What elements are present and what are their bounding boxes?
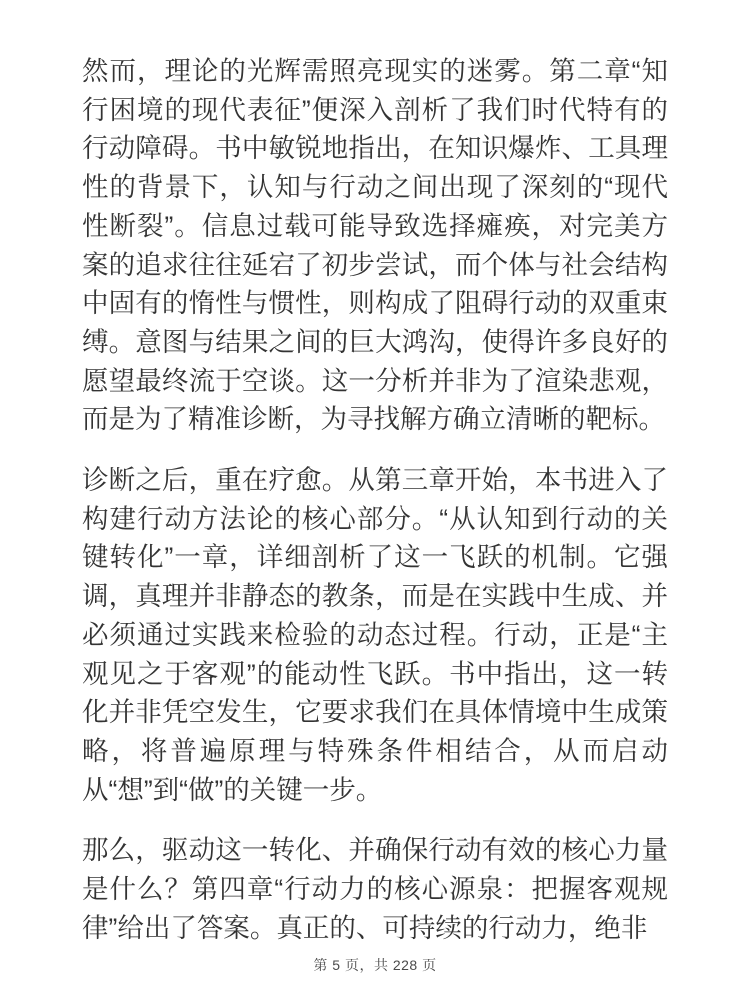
body-paragraph-3: 那么，驱动这一转化、并确保行动有效的核心力量是什么？第四章“行动力的核心源泉：把握客观规律”给出了答案。真正的、可持续的行动力，绝非 <box>82 835 668 943</box>
page-number-indicator: 第 5 页，共 228 页 <box>313 957 437 973</box>
body-paragraph-2: 诊断之后，重在疗愈。从第三章开始，本书进入了构建行动方法论的核心部分。“从认知到行动的关键转化”一章，详细剖析了这一飞跃的机制。它强调，真理并非静态的教条，而是在实践中生成、并必须通过实践来检验的动态过程。行动，正是“主观见之于客观”的能动性飞跃。书中指出，这一转化并非凭空发生，它要求我们在具体情境中生成策略，将普遍原理与特殊条件相结合，从而启动从“想”到“做”的关键一步。 <box>82 465 668 805</box>
body-paragraph-1: 然而，理论的光辉需照亮现实的迷雾。第二章“知行困境的现代表征”便深入剖析了我们时代特有的行动障碍。书中敏锐地指出，在知识爆炸、工具理性的背景下，认知与行动之间出现了深刻的“现代性断裂”。信息过载可能导致选择瘫痪，对完美方案的追求往往延宕了初步尝试，而个体与社会结构中固有的惰性与惯性，则构成了阻碍行动的双重束缚。意图与结果之间的巨大鸿沟，使得许多良好的愿望最终流于空谈。这一分析并非为了渲染悲观，而是为了精准诊断，为寻找解方确立清晰的靶标。 <box>82 56 668 435</box>
page-content <box>82 52 668 969</box>
